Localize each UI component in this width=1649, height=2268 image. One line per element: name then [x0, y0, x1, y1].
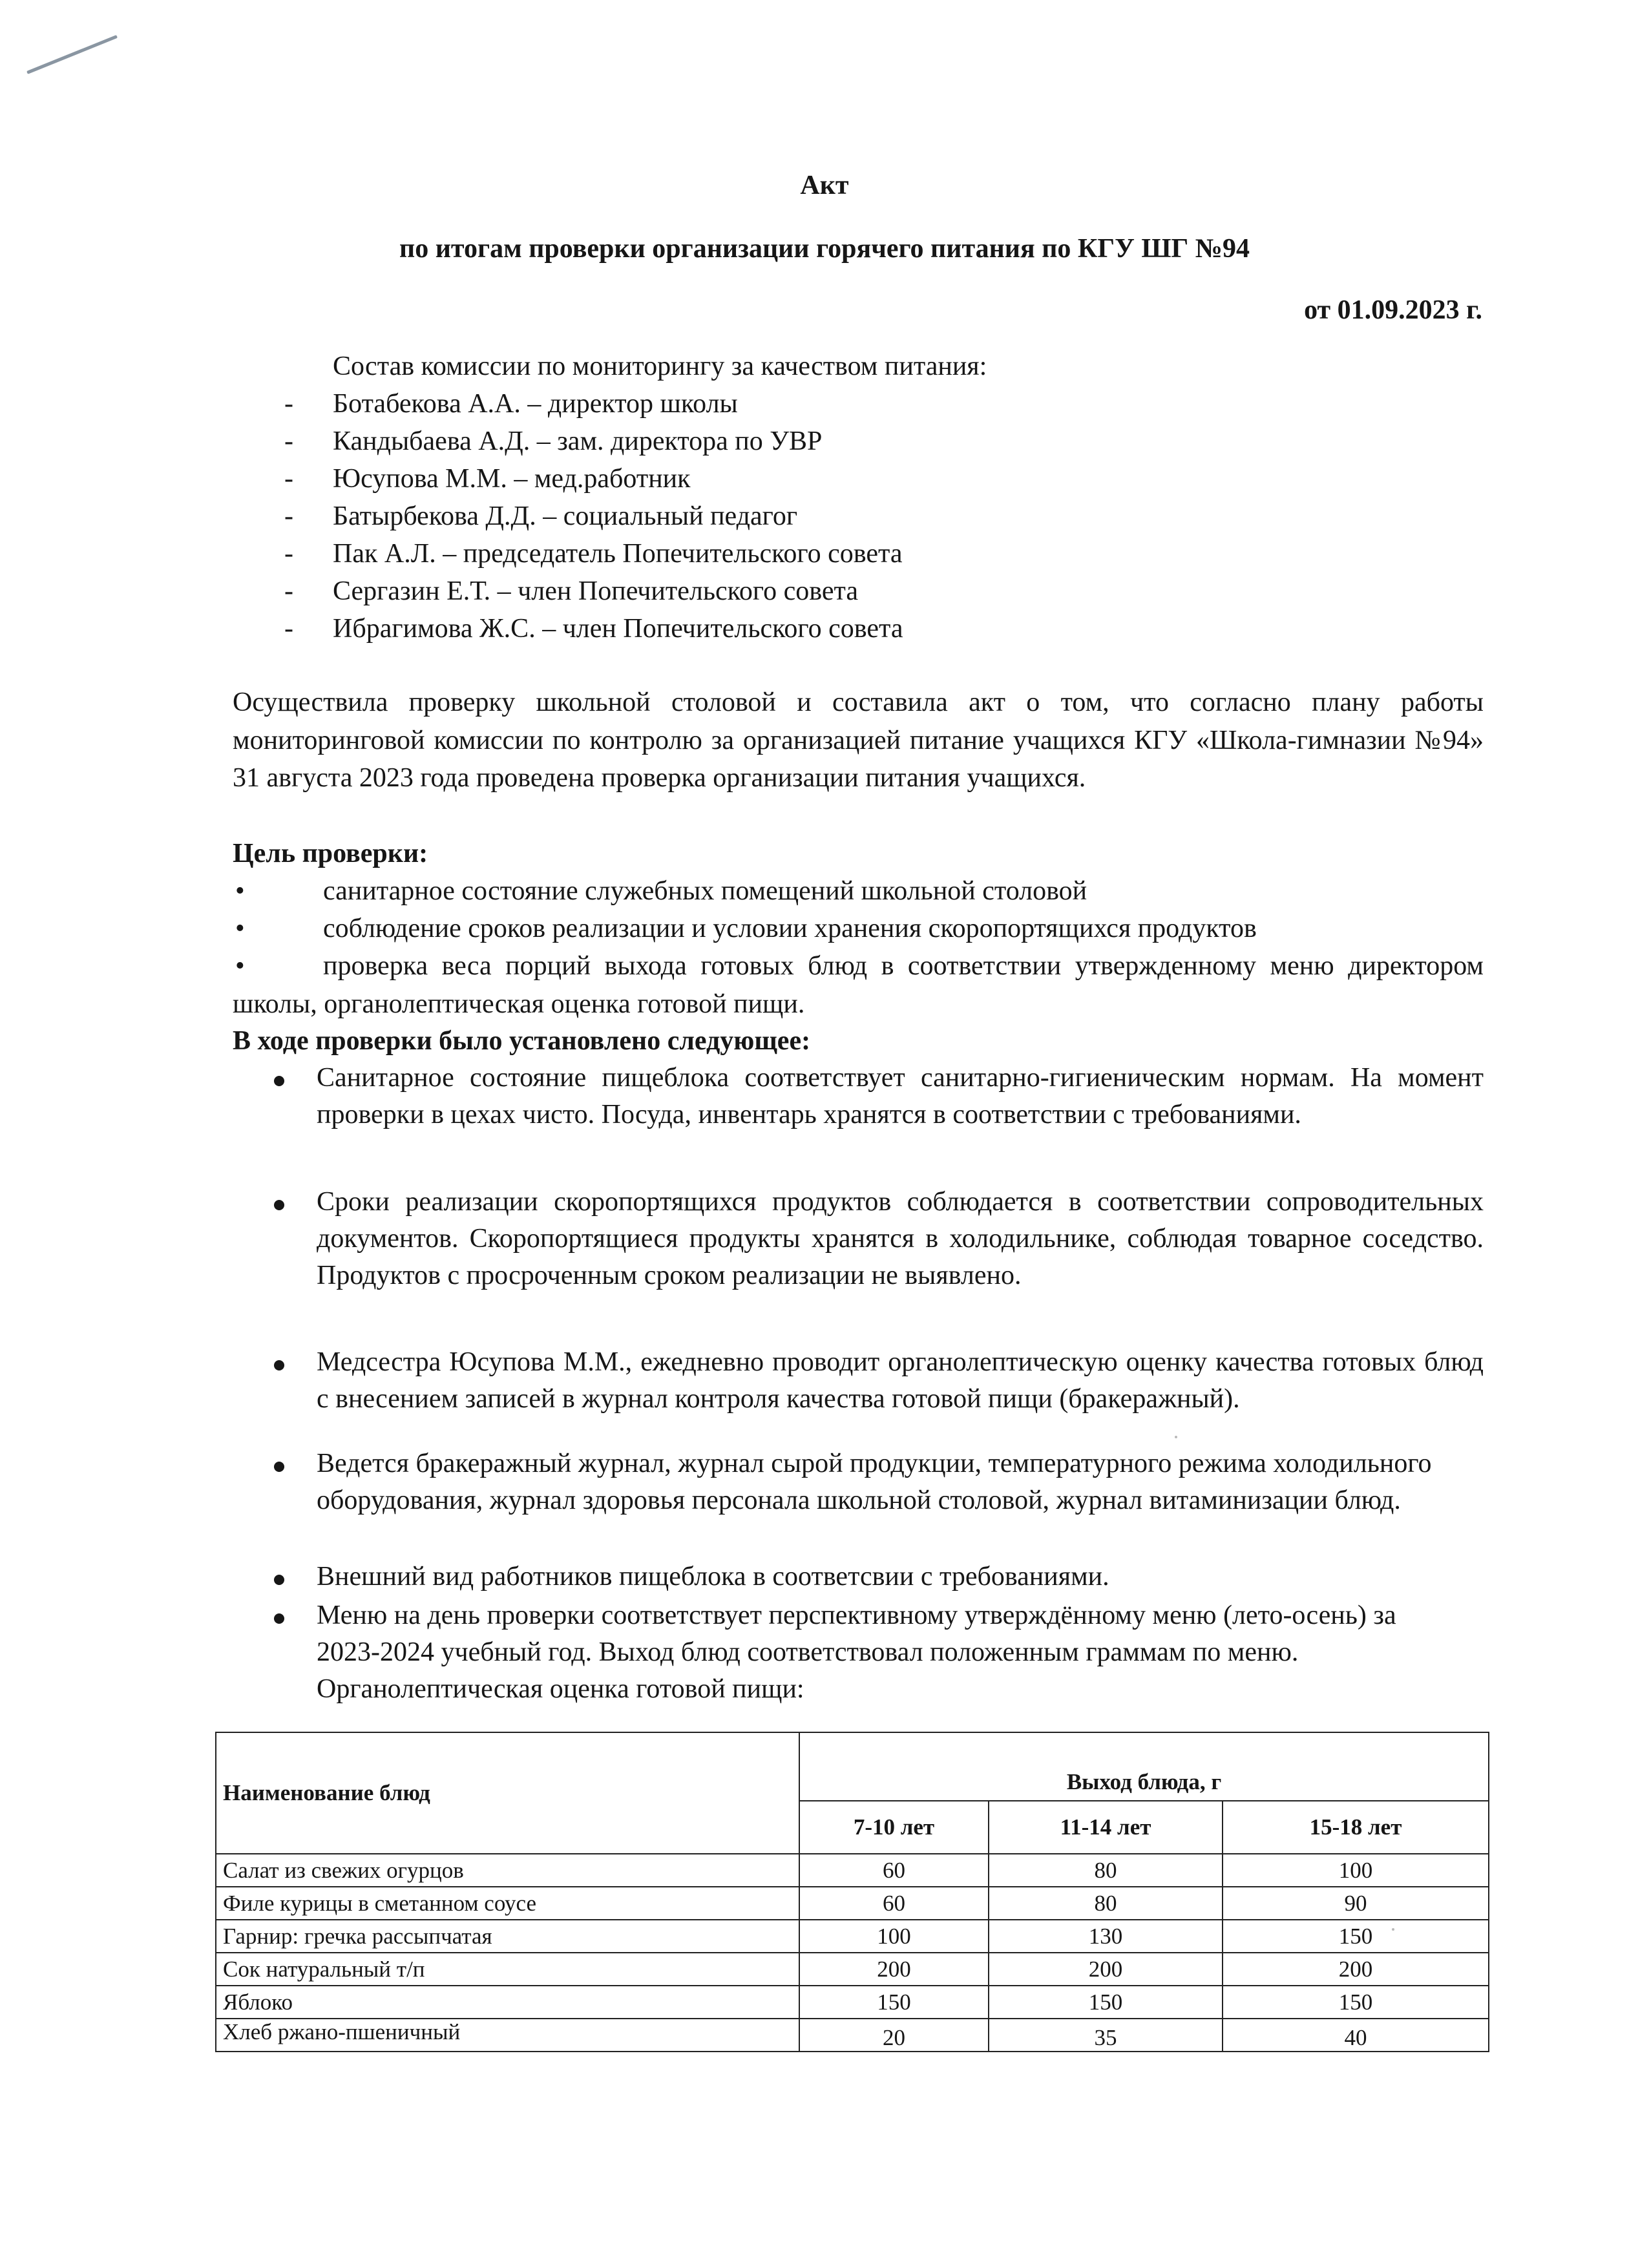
bullet-dot — [274, 1613, 284, 1624]
member-text: Ибрагимова Ж.С. – член Попечительского совета — [333, 614, 903, 644]
document-date: от 01.09.2023 г. — [1304, 295, 1482, 325]
commission-intro: Состав комиссии по мониторингу за качеством питания: — [333, 352, 987, 381]
list-dash: - — [284, 614, 293, 644]
bullet-dot — [274, 1076, 284, 1086]
table-header-row — [216, 1732, 1489, 1801]
scan-pen-mark — [26, 35, 118, 74]
list-dash: - — [284, 426, 293, 456]
yield-cell: 80 — [989, 1887, 1223, 1920]
table-row — [216, 1887, 1489, 1920]
yield-cell: 150 — [799, 1986, 989, 2019]
finding-text: Ведется бракеражный журнал, журнал сырой продукции, температурного режима холодильного оборудования, журнал здоровья персонала школьной столовой, журнал витаминизации блюд. — [317, 1449, 1432, 1515]
age-group-header: 15-18 лет — [1223, 1801, 1489, 1854]
dish-cell: Сок натуральный т/п — [216, 1953, 799, 1986]
list-dash: - — [284, 539, 293, 569]
dish-cell: Филе курицы в сметанном соусе — [216, 1887, 799, 1920]
bullet-glyph: • — [235, 914, 245, 943]
yield-column-header: Выход блюда, г — [799, 1732, 1489, 1801]
yield-cell: 200 — [989, 1953, 1223, 1986]
yield-cell: 200 — [799, 1953, 989, 1986]
dish-cell: Яблоко — [216, 1986, 799, 2019]
scan-speck — [1175, 1436, 1177, 1438]
age-group-header: 7-10 лет — [799, 1801, 989, 1854]
menu-yield-table — [215, 1732, 1489, 2052]
finding-text: Медсестра Юсупова М.М., ежедневно проводит органолептическую оценку качества готовых блюд с внесением записей в журнал контроля качества готовой пищи (бракеражный). — [317, 1347, 1484, 1414]
yield-cell: 20 — [799, 2019, 989, 2052]
findings-heading: В ходе проверки было установлено следующее: — [233, 1026, 811, 1056]
yield-cell: 200 — [1223, 1953, 1489, 1986]
member-text: Пак А.Л. – председатель Попечительского совета — [333, 539, 903, 569]
yield-cell: 150 — [989, 1986, 1223, 2019]
member-text: Кандыбаева А.Д. – зам. директора по УВР — [333, 426, 823, 456]
dish-cell: Гарнир: гречка рассыпчатая — [216, 1920, 799, 1953]
yield-cell: 150 — [1223, 1920, 1489, 1953]
document-subtitle: по итогам проверки организации горячего питания по КГУ ШГ №94 — [399, 234, 1250, 264]
goal-text: санитарное состояние служебных помещений школьной столовой — [323, 876, 1087, 906]
list-dash: - — [284, 389, 293, 419]
finding-text: Внешний вид работников пищеблока в соответсвии с требованиями. — [317, 1562, 1109, 1591]
yield-cell: 100 — [1223, 1854, 1489, 1887]
table-row — [216, 1986, 1489, 2019]
goal-text: соблюдение сроков реализации и условии хранения скоропортящихся продуктов — [323, 914, 1257, 943]
finding-text: Меню на день проверки соответствует перспективному утверждённому меню (лето-осень) за 2023-2024 учебный год. Выход блюд соответствовал положенным граммам по меню. Органолептическая оценка готовой пищи: — [317, 1601, 1396, 1704]
yield-cell: 60 — [799, 1887, 989, 1920]
document-title: Акт — [800, 171, 849, 200]
finding-text: Санитарное состояние пищеблока соответствует санитарно-гигиеническим нормам. На момент проверки в цехах чисто. Посуда, инвентарь хранятся в соответствии с требованиями. — [317, 1063, 1484, 1129]
member-text: Батырбекова Д.Д. – социальный педагог — [333, 501, 798, 531]
member-text: Сергазин Е.Т. – член Попечительского совета — [333, 576, 858, 606]
dish-cell: Салат из свежих огурцов — [216, 1854, 799, 1887]
table-row — [216, 1953, 1489, 1986]
finding-text: Сроки реализации скоропортящихся продуктов соблюдается в соответствии сопроводительных документов. Скоропортящиеся продукты хранятся в холодильнике, соблюдая товарное соседство. Продуктов с просроченным сроком реализации не выявлено. — [317, 1187, 1484, 1290]
yield-cell: 90 — [1223, 1887, 1489, 1920]
list-dash: - — [284, 501, 293, 531]
bullet-glyph: • — [235, 951, 245, 981]
list-dash: - — [284, 576, 293, 606]
bullet-glyph: • — [235, 876, 245, 906]
member-text: Ботабекова А.А. – директор школы — [333, 389, 738, 419]
yield-cell: 100 — [799, 1920, 989, 1953]
goals-heading: Цель проверки: — [233, 839, 428, 868]
dish-cell: Хлеб ржано-пшеничный — [216, 2019, 799, 2052]
member-text: Юсупова М.М. – мед.работник — [333, 464, 691, 494]
table-row — [216, 1854, 1489, 1887]
yield-cell: 150 — [1223, 1986, 1489, 2019]
dish-column-header: Наименование блюд — [216, 1732, 799, 1854]
bullet-dot — [274, 1360, 284, 1370]
table-row — [216, 2019, 1489, 2052]
yield-cell: 130 — [989, 1920, 1223, 1953]
bullet-dot — [274, 1200, 284, 1210]
list-dash: - — [284, 464, 293, 494]
intro-paragraph: Осуществила проверку школьной столовой и составила акт о том, что согласно плану работы мониторинговой комиссии по контролю за организацией питание учащихся КГУ «Школа-гимназии №94» 31 августа 2023 года проведена проверка организации питания учащихся. — [233, 688, 1484, 793]
yield-cell: 35 — [989, 2019, 1223, 2052]
yield-cell: 80 — [989, 1854, 1223, 1887]
goal-text: проверка веса порций выхода готовых блюд в соответствии утвержденному меню директором школы, органолептическая оценка готовой пищи. — [233, 951, 1484, 1019]
table-row — [216, 1920, 1489, 1953]
yield-cell: 40 — [1223, 2019, 1489, 2052]
age-group-header: 11-14 лет — [989, 1801, 1223, 1854]
bullet-dot — [274, 1462, 284, 1472]
yield-cell: 60 — [799, 1854, 989, 1887]
bullet-dot — [274, 1575, 284, 1585]
